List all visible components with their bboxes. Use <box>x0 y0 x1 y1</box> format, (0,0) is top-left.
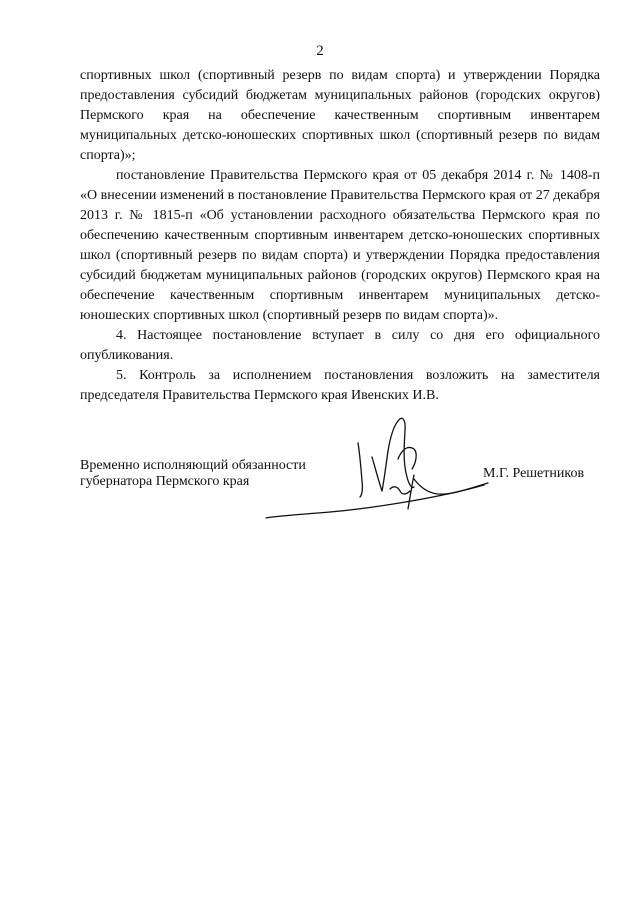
signatory-position-line-1: Временно исполняющий обязанности <box>80 458 306 473</box>
handwritten-signature <box>262 405 494 525</box>
signatory-name: М.Г. Решетников <box>483 466 585 481</box>
paragraph-continuation: спортивных школ (спортивный резерв по видам спорта) и утверждении Порядка предоставления субсидий бюджетам муниципальных районов (городских округов) Пермского края на обеспечение качественным спортивным инвентарем муниципальных детско-юношеских спортивных школ (спортивный резерв по видам спорта)»; <box>80 68 600 163</box>
signatory-position-line-2: губернатора Пермского края <box>80 474 250 489</box>
paragraph-item-4: 4. Настоящее постановление вступает в силу со дня его официального опубликования. <box>80 328 600 363</box>
paragraph-item-5: 5. Контроль за исполнением постановления возложить на заместителя председателя Правительства Пермского края Ивенских И.В. <box>80 368 600 403</box>
document-body <box>80 66 600 406</box>
page-number: 2 <box>316 43 324 59</box>
paragraph-resolution-1408: постановление Правительства Пермского края от 05 декабря 2014 г. № 1408-п «О внесении изменений в постановление Правительства Пермского края от 27 декабря 2013 г. № 1815-п «Об установлении расходного обязательства Пермского края по обеспечению качественным спортивным инвентарем детско-юношеских спортивных школ (спортивный резерв по видам спорта) и утверждении Порядка предоставления субсидий бюджетам муниципальных районов (городских округов) Пермского края на обеспечение качественным спортивным инвентарем муниципальных детско-юношеских спортивных школ (спортивный резерв по видам спорта)». <box>80 168 600 323</box>
